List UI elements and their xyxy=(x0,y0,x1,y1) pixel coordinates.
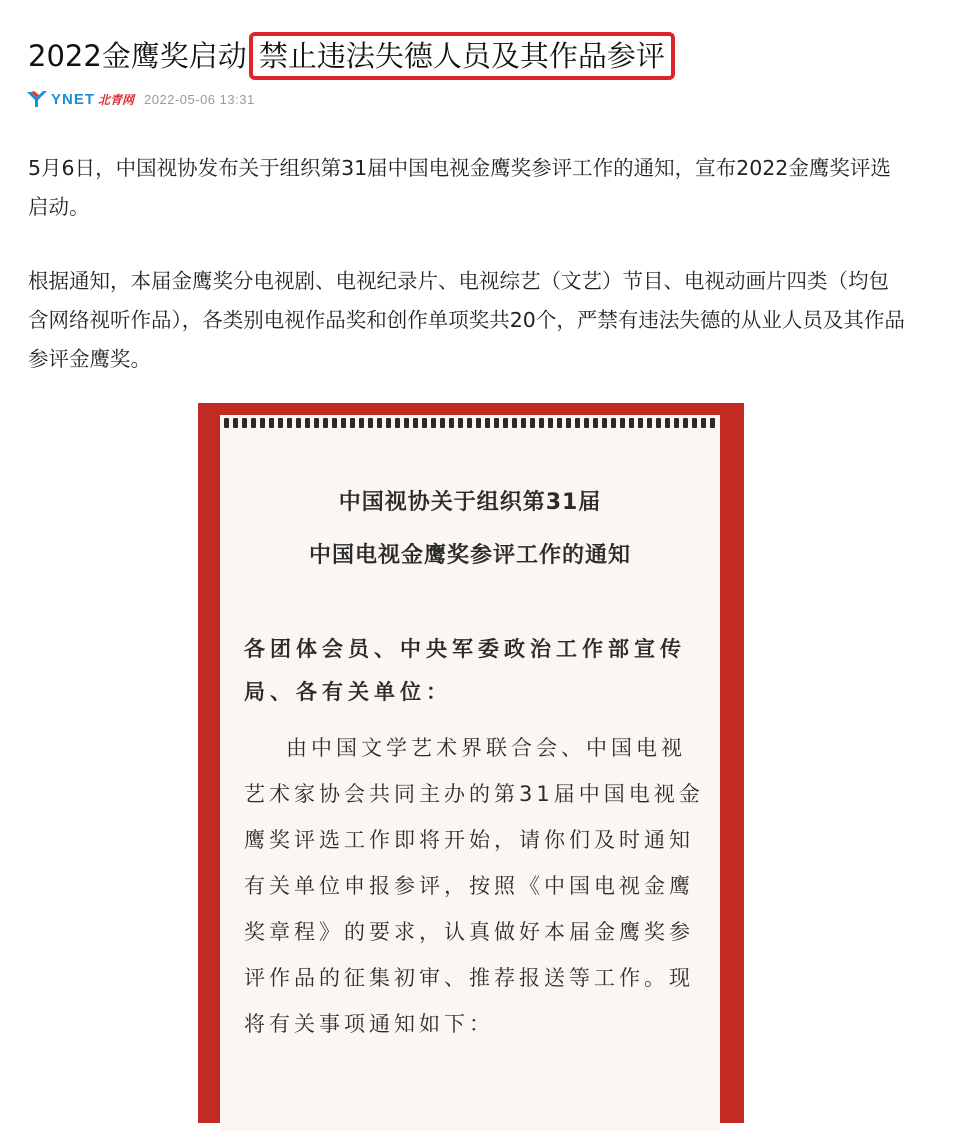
film-perforation xyxy=(512,418,517,428)
notice-title-line-1: 中国视协关于组织第31届 xyxy=(338,490,602,515)
film-perforation xyxy=(485,418,490,428)
notice-title-line-2: 中国电视金鹰奖参评工作的通知 xyxy=(308,543,631,568)
source-logo-text: YNET xyxy=(51,90,96,108)
article-meta xyxy=(26,88,255,110)
film-perforation xyxy=(287,418,292,428)
film-perforation xyxy=(629,418,634,428)
notice-salutation: 各团体会员、中央军委政治工作部宣传局、各有关单位： xyxy=(244,637,686,704)
film-perforation xyxy=(386,418,391,428)
source-logo[interactable] xyxy=(26,90,134,108)
film-perforation xyxy=(296,418,301,428)
article-paragraph-1: 5月6日，中国视协发布关于组织第31届中国电视金鹰奖参评工作的通知，宣布2022金鹰奖评选启动。 xyxy=(28,156,891,219)
film-perforation xyxy=(350,418,355,428)
film-perforation xyxy=(548,418,553,428)
film-perforation xyxy=(332,418,337,428)
film-perforation xyxy=(575,418,580,428)
film-perforation xyxy=(683,418,688,428)
film-perforation xyxy=(602,418,607,428)
film-perforation xyxy=(710,418,715,428)
film-perforation xyxy=(539,418,544,428)
film-perforation xyxy=(620,418,625,428)
film-perforation xyxy=(440,418,445,428)
ynet-bird-logo-icon xyxy=(26,90,48,108)
film-perforation xyxy=(278,418,283,428)
film-perforation xyxy=(269,418,274,428)
film-perforation xyxy=(359,418,364,428)
film-perforation xyxy=(251,418,256,428)
film-perforation xyxy=(674,418,679,428)
film-perforation xyxy=(593,418,598,428)
article-title xyxy=(28,32,675,80)
film-perforation xyxy=(692,418,697,428)
film-perforation xyxy=(476,418,481,428)
notice-body: 由中国文学艺术界联合会、中国电视艺术家协会共同主办的第31届中国电视金鹰奖评选工作即将开始，请你们及时通知有关单位申报参评，按照《中国电视金鹰奖章程》的要求，认真做好本届金鹰奖参评作品的征集初审、推荐报送等工作。现将有关事项通知如下： xyxy=(244,736,704,1036)
film-perforation xyxy=(521,418,526,428)
film-perforation xyxy=(323,418,328,428)
film-perforation xyxy=(584,418,589,428)
film-perforation xyxy=(647,418,652,428)
film-perforation xyxy=(395,418,400,428)
film-perforation xyxy=(530,418,535,428)
film-perforation xyxy=(665,418,670,428)
article-title-prefix: 2022金鹰奖启动 xyxy=(28,39,247,73)
film-perforation xyxy=(611,418,616,428)
article-title-highlight: 禁止违法失德人员及其作品参评 xyxy=(249,32,675,80)
film-perforation xyxy=(503,418,508,428)
notice-paper xyxy=(220,431,720,1131)
source-logo-cn: 北青网 xyxy=(98,92,135,107)
film-perforation xyxy=(566,418,571,428)
film-perforation xyxy=(341,418,346,428)
film-perforation xyxy=(242,418,247,428)
film-perforation xyxy=(557,418,562,428)
film-perforation xyxy=(431,418,436,428)
film-perforation xyxy=(638,418,643,428)
notice-image[interactable] xyxy=(198,403,744,1123)
film-perforation xyxy=(458,418,463,428)
film-perforation xyxy=(404,418,409,428)
film-perforation xyxy=(224,418,229,428)
film-perforation xyxy=(494,418,499,428)
article-paragraph-2: 根据通知，本届金鹰奖分电视剧、电视纪录片、电视综艺（文艺）节目、电视动画片四类（均包含网络视听作品），各类别电视作品奖和创作单项奖共20个，严禁有违法失德的从业人员及其作品参评金鹰奖。 xyxy=(28,269,905,371)
film-perforation xyxy=(467,418,472,428)
film-strip-border xyxy=(220,415,720,431)
film-perforation xyxy=(656,418,661,428)
film-perforation xyxy=(260,418,265,428)
publish-timestamp: 2022-05-06 13:31 xyxy=(144,91,255,107)
film-perforation xyxy=(305,418,310,428)
film-perforation xyxy=(701,418,706,428)
film-perforation xyxy=(377,418,382,428)
film-perforation xyxy=(413,418,418,428)
film-perforation xyxy=(368,418,373,428)
film-perforation xyxy=(449,418,454,428)
film-perforation xyxy=(314,418,319,428)
film-perforation xyxy=(233,418,238,428)
film-perforation xyxy=(422,418,427,428)
